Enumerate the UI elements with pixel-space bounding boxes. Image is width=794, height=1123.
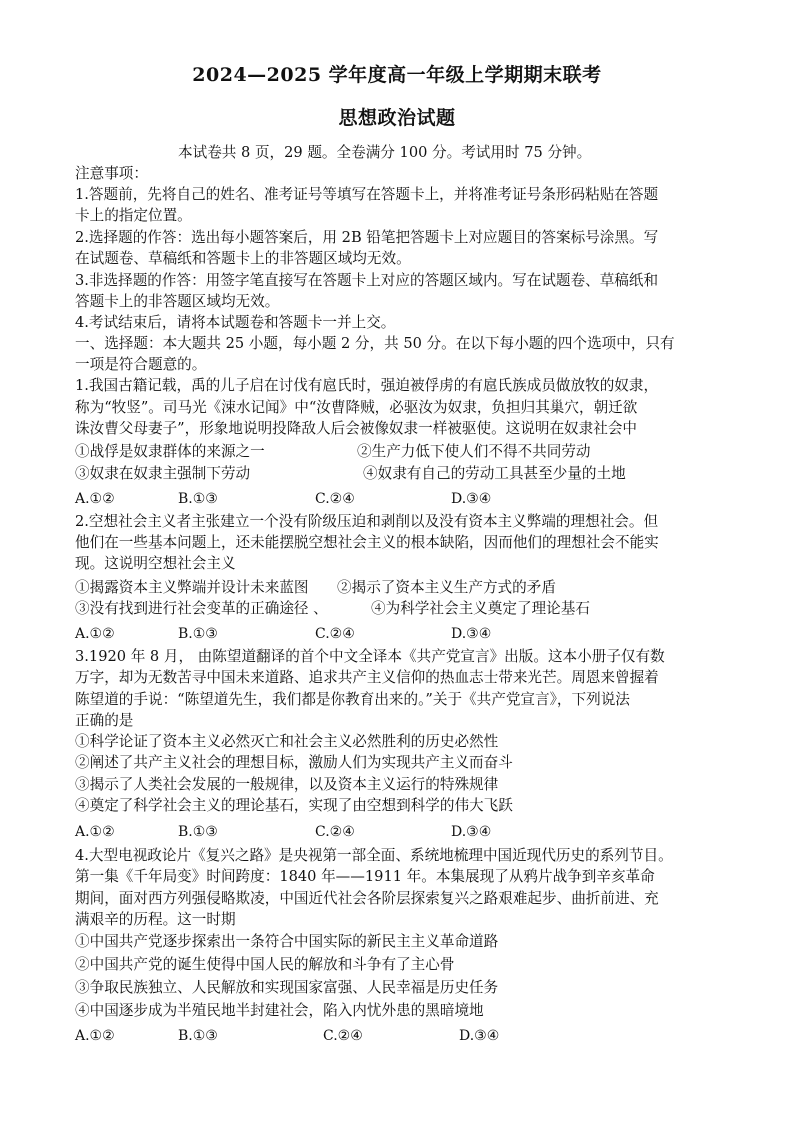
option-d[interactable]: D.③④ bbox=[459, 1028, 500, 1044]
section-heading: 一、选择题：本大题共 25 小题，每小题 2 分，共 50 分。在以下每小题的四个选项中，只有 bbox=[75, 335, 675, 352]
question-1-statements bbox=[75, 462, 725, 482]
statement: ③奴隶在奴隶主强制下劳动 bbox=[75, 465, 251, 482]
question-2-options bbox=[75, 626, 725, 646]
question-1-stem: 诛汝曹父母妻子”，形象地说明投降敌人后会被像奴隶一样被驱使。这说明在奴隶社会中 bbox=[75, 420, 638, 437]
question-2-stem: 2.空想社会主义者主张建立一个没有阶级压迫和剥削以及没有资本主义弊端的理想社会。但 bbox=[75, 513, 659, 530]
question-1-options bbox=[75, 491, 725, 511]
notice-line: 在试题卷、草稿纸和答题卡上的非答题区域均无效。 bbox=[75, 250, 411, 267]
exam-info: 本试卷共 8 页，29 题。全卷满分 100 分。考试用时 75 分钟。 bbox=[178, 144, 592, 161]
question-3-stem: 陈望道的手说：“陈望道先生，我们都是你教育出来的。”关于《共产党宣言》，下列说法 bbox=[75, 691, 630, 708]
question-3-stem: 万字，却为无数苦寻中国未来道路、追求共产主义信仰的热血志士带来光芒。周恩来曾握着 bbox=[75, 669, 659, 686]
question-1-stem: 称为“牧竖”。司马光《涑水记闻》中“汝曹降贼，必驱汝为奴隶，负担归其巢穴，朝迁欲 bbox=[75, 399, 638, 416]
question-4-stem: 第一集《千年局变》时间跨度：1840 年——1911 年。本集展现了从鸦片战争到辛亥革命 bbox=[75, 868, 655, 885]
notice-heading: 注意事项： bbox=[75, 165, 148, 182]
option-d[interactable]: D.③④ bbox=[451, 824, 492, 840]
notice-line: 答题卡上的非答题区域均无效。 bbox=[75, 293, 280, 310]
statement: ①中国共产党逐步探索出一条符合中国实际的新民主主义革命道路 bbox=[75, 933, 499, 950]
option-a[interactable]: A.①② bbox=[75, 824, 115, 840]
question-4-stem: 满艰辛的历程。这一时期 bbox=[75, 911, 236, 928]
question-3-stem: 3.1920 年 8 月， 由陈望道翻译的首个中文全译本《共产党宣言》出版。这本小册子仅有数 bbox=[75, 648, 665, 665]
notice-line: 3.非选择题的作答：用签字笔直接写在答题卡上对应的答题区域内。写在试题卷、草稿纸和 bbox=[75, 272, 659, 289]
notice-line: 1.答题前，先将自己的姓名、准考证号等填写在答题卡上，并将准考证号条形码粘贴在答题 bbox=[75, 186, 659, 203]
question-2-stem: 他们在一些基本问题上，还未能摆脱空想社会主义的根本缺陷，因而他们的理想社会不能实 bbox=[75, 534, 659, 551]
question-1-statements bbox=[75, 440, 725, 460]
notice-line: 卡上的指定位置。 bbox=[75, 207, 192, 224]
notice-line: 2.选择题的作答：选出每小题答案后，用 2B 铅笔把答题卡上对应题目的答案标号涂黑。写 bbox=[75, 229, 659, 246]
statement: ④奠定了科学社会主义的理论基石，实现了由空想到科学的伟大飞跃 bbox=[75, 797, 513, 814]
statement: ③争取民族独立、人民解放和实现国家富强、人民幸福是历史任务 bbox=[75, 979, 499, 996]
question-1-stem: 1.我国古籍记载，禹的儿子启在讨伐有扈氏时，强迫被俘虏的有扈氏族成员做放牧的奴隶， bbox=[75, 377, 659, 394]
question-3-options bbox=[75, 824, 725, 844]
question-4-options bbox=[75, 1028, 725, 1048]
statement: ①战俘是奴隶群体的来源之一 bbox=[75, 443, 265, 460]
option-b[interactable]: B.①③ bbox=[178, 626, 218, 642]
option-d[interactable]: D.③④ bbox=[451, 626, 492, 642]
question-2-statements bbox=[75, 597, 725, 617]
option-b[interactable]: B.①③ bbox=[178, 491, 218, 507]
statement: ④奴隶有自己的劳动工具甚至少量的土地 bbox=[363, 465, 626, 482]
statement: ①科学论证了资本主义必然灭亡和社会主义必然胜利的历史必然性 bbox=[75, 733, 499, 750]
question-2-statements bbox=[75, 576, 725, 596]
question-2-stem: 现。这说明空想社会主义 bbox=[75, 555, 236, 572]
option-c[interactable]: C.②④ bbox=[315, 824, 355, 840]
option-d[interactable]: D.③④ bbox=[451, 491, 492, 507]
option-a[interactable]: A.①② bbox=[75, 1028, 115, 1044]
question-4-stem: 4.大型电视政论片《复兴之路》是央视第一部全面、系统地梳理中国近现代历史的系列节目。 bbox=[75, 847, 673, 864]
statement: ②中国共产党的诞生使得中国人民的解放和斗争有了主心骨 bbox=[75, 956, 455, 973]
statement: ②揭示了资本主义生产方式的矛盾 bbox=[337, 579, 556, 596]
option-b[interactable]: B.①③ bbox=[178, 1028, 218, 1044]
question-3-stem: 正确的是 bbox=[75, 712, 134, 729]
notice-line: 4.考试结束后，请将本试题卷和答题卡一并上交。 bbox=[75, 314, 396, 331]
statement: ④中国逐步成为半殖民地半封建社会，陷入内忧外患的黑暗境地 bbox=[75, 1002, 484, 1019]
statement: ②生产力低下使人们不得不共同劳动 bbox=[357, 443, 591, 460]
statement: ③没有找到进行社会变革的正确途径 、 bbox=[75, 600, 328, 617]
exam-title: 2024—2025 学年度高一年级上学期期末联考 bbox=[192, 64, 602, 86]
statement: ①揭露资本主义弊端并设计未来蓝图 bbox=[75, 579, 309, 596]
subject-title: 思想政治试题 bbox=[338, 107, 456, 129]
option-c[interactable]: C.②④ bbox=[315, 491, 355, 507]
statement: ③揭示了人类社会发展的一般规律，以及资本主义运行的特殊规律 bbox=[75, 776, 499, 793]
section-heading: 一项是符合题意的。 bbox=[75, 356, 207, 373]
question-4-stem: 期间，面对西方列强侵略欺凌，中国近代社会各阶层探索复兴之路艰难起步、曲折前进、充 bbox=[75, 890, 659, 907]
option-a[interactable]: A.①② bbox=[75, 626, 115, 642]
option-c[interactable]: C.②④ bbox=[315, 626, 355, 642]
statement: ②阐述了共产主义社会的理想目标，激励人们为实现共产主义而奋斗 bbox=[75, 754, 513, 771]
option-c[interactable]: C.②④ bbox=[323, 1028, 363, 1044]
option-a[interactable]: A.①② bbox=[75, 491, 115, 507]
statement: ④为科学社会主义奠定了理论基石 bbox=[371, 600, 590, 617]
option-b[interactable]: B.①③ bbox=[178, 824, 218, 840]
